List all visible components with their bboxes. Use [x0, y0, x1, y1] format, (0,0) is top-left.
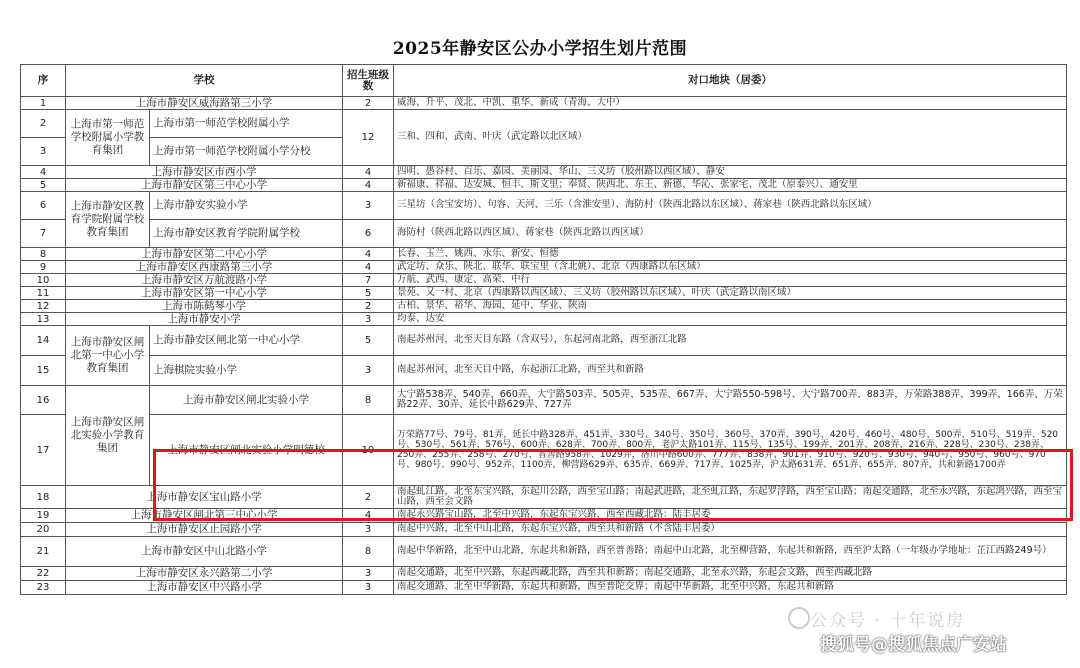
class-count: 4 [343, 166, 394, 179]
table-row [21, 248, 1067, 261]
table-row [21, 386, 1067, 415]
class-count: 3 [343, 523, 394, 537]
watermark-faint: 公众号 · 十年说房 [810, 611, 966, 631]
watermark-sohu: 搜狐号@搜狐焦点广安站 [820, 635, 1007, 655]
area-list: 南起交通路，北至中兴路，东起西藏北路，西至共和新路；南起交通路，北至永兴路，东起会文路，西至西藏北路 [394, 567, 1067, 581]
school-name: 上海市静安区闸北第一中心小学 [150, 326, 343, 356]
school-name: 上海市静安实验小学 [150, 192, 343, 220]
class-count: 2 [343, 97, 394, 110]
school-name: 上海市静安区第一中心小学 [66, 287, 343, 300]
row-number: 11 [21, 287, 66, 300]
table-row [21, 313, 1067, 326]
school-name: 上海市静安区闸北第三中心小学 [66, 509, 343, 523]
group-name: 上海市静安区闸北第一中心小学教育集团 [66, 326, 150, 386]
class-count: 3 [343, 581, 394, 595]
row-number: 14 [21, 326, 66, 356]
school-name: 上海市静安区闸北实验小学 [150, 386, 343, 415]
row-number: 9 [21, 261, 66, 274]
area-list: 威海、升平、茂北、中凯、重华、新成（青海、大中） [394, 97, 1067, 110]
class-count: 4 [343, 179, 394, 192]
class-count: 10 [343, 415, 394, 486]
group-name: 上海市静安区教育学院附属学校教育集团 [66, 192, 150, 248]
area-list: 海防村（陕西北路以西区域）、蒋家巷（陕西北路以西区域） [394, 220, 1067, 248]
class-count: 8 [343, 537, 394, 567]
table-row [21, 166, 1067, 179]
table-row [21, 192, 1067, 220]
table-row [21, 287, 1067, 300]
row-number: 16 [21, 386, 66, 415]
school-name: 上海市第一师范学校附属小学分校 [150, 138, 343, 166]
school-name: 上海市静安区市西小学 [66, 166, 343, 179]
header-classes: 招生班级数 [343, 65, 394, 97]
table-row [21, 509, 1067, 523]
table-row [21, 567, 1067, 581]
area-list: 南起中华新路，北至中山北路，东起共和新路，西至普善路；南起中山北路，北至柳营路，东起共和新路，西至沪太路（一年级办学地址：芷江西路249号） [394, 537, 1067, 567]
table-row [21, 356, 1067, 386]
header-areas: 对口地块（居委） [394, 65, 1067, 97]
school-name: 上海市静安区宝山路小学 [66, 486, 343, 509]
area-list: 南起苏州河，北至天目中路，东起浙江北路，西至共和新路 [394, 356, 1067, 386]
table-row [21, 537, 1067, 567]
class-count: 5 [343, 326, 394, 356]
school-name: 上海市静安区第二中心小学 [66, 248, 343, 261]
table-row [21, 581, 1067, 595]
table-row [21, 97, 1067, 110]
table-row [21, 110, 1067, 138]
school-name: 上海市静安区西康路第三小学 [66, 261, 343, 274]
group-name: 上海市静安区闸北实验小学教育集团 [66, 386, 150, 486]
row-number: 4 [21, 166, 66, 179]
class-count: 4 [343, 248, 394, 261]
area-list: 南起永兴路宝山路，北至中兴路，东起东宝兴路，西至西藏北路：陆丰居委 [394, 509, 1067, 523]
table-header-row [21, 65, 1067, 97]
school-name: 上海棋院实验小学 [150, 356, 343, 386]
row-number: 22 [21, 567, 66, 581]
row-number: 21 [21, 537, 66, 567]
area-list: 南起苏州河，北至天目东路（含双号），东起河南北路，西至浙江北路 [394, 326, 1067, 356]
class-count: 2 [343, 486, 394, 509]
row-number: 23 [21, 581, 66, 595]
school-name: 上海市静安区永兴路第二小学 [66, 567, 343, 581]
area-list: 景苑、又一村、北京（西康路以西区域）、三义坊（胶州路以东区域）、叶庆（武定路以南区域） [394, 287, 1067, 300]
class-count: 4 [343, 261, 394, 274]
watermark-logo-icon [788, 607, 810, 629]
row-number: 18 [21, 486, 66, 509]
class-count: 3 [343, 313, 394, 326]
table-row [21, 300, 1067, 313]
table-row [21, 274, 1067, 287]
class-count: 3 [343, 567, 394, 581]
row-number: 8 [21, 248, 66, 261]
row-number: 20 [21, 523, 66, 537]
school-name: 上海市静安区威海路第三小学 [66, 97, 343, 110]
area-list: 万航、武西、康定、高荣、中行 [394, 274, 1067, 287]
school-name: 上海市静安区教育学院附属学校 [150, 220, 343, 248]
area-list: 长春、玉兰、姚西、永乐、新安、恒德 [394, 248, 1067, 261]
area-list: 均泰、达安 [394, 313, 1067, 326]
area-list: 南起虬江路，北至东宝兴路，东起川公路，西至宝山路；南起武进路，北至虬江路，东起罗浮路，西至宝山路；南起交通路，北至永兴路，东起鸿兴路，西至宝山路，西至会文路 [394, 486, 1067, 509]
school-name: 上海市陈鹤琴小学 [66, 300, 343, 313]
group-name: 上海市第一师范学校附属小学教育集团 [66, 110, 150, 166]
area-list: 南起中兴路，北至中山北路，东起东宝兴路，西至共和新路（不含陆丰居委） [394, 523, 1067, 537]
row-number: 15 [21, 356, 66, 386]
row-number: 10 [21, 274, 66, 287]
class-count: 8 [343, 386, 394, 415]
page-title: 2025年静安区公办小学招生划片范围 [392, 39, 688, 59]
class-count: 12 [343, 110, 394, 166]
table-row [21, 486, 1067, 509]
class-count: 7 [343, 274, 394, 287]
row-number: 13 [21, 313, 66, 326]
school-name: 上海市静安区第三中心小学 [66, 179, 343, 192]
area-list: 新福康、祥福、达安城、恒丰、斯文里；奉贤、陕西北、东王、新德、华沁、张家宅、茂北（原泰兴）、通安里 [394, 179, 1067, 192]
class-count: 5 [343, 287, 394, 300]
enrollment-table [20, 64, 1067, 595]
row-number: 17 [21, 415, 66, 486]
school-name: 上海市静安区万航渡路小学 [66, 274, 343, 287]
school-name: 上海市第一师范学校附属小学 [150, 110, 343, 138]
row-number: 7 [21, 220, 66, 248]
row-number: 19 [21, 509, 66, 523]
table-row [21, 179, 1067, 192]
header-school: 学校 [66, 65, 343, 97]
row-number: 5 [21, 179, 66, 192]
area-list: 四明、愚谷村、百乐、嘉园、美丽园、华山、三义坊（胶州路以西区域）、静安 [394, 166, 1067, 179]
table-row [21, 261, 1067, 274]
row-number: 1 [21, 97, 66, 110]
row-number: 2 [21, 110, 66, 138]
row-number: 3 [21, 138, 66, 166]
class-count: 6 [343, 220, 394, 248]
row-number: 6 [21, 192, 66, 220]
class-count: 2 [343, 300, 394, 313]
area-list: 三星坊（含宝安坊）、句容、天河、三乐（含淮安里）、海防村（陕西北路以东区域）、蒋家巷（陕西北路以东区域） [394, 192, 1067, 220]
area-list: 三和、四和、武南、叶庆（武定路以北区域） [394, 110, 1067, 166]
school-name: 上海市静安区中山北路小学 [66, 537, 343, 567]
table-row [21, 523, 1067, 537]
class-count: 3 [343, 192, 394, 220]
table-row-highlighted [21, 415, 1067, 486]
table-row [21, 326, 1067, 356]
area-list: 武定坊、众乐、陕北、联华、联宝里（含北姚）、北京（西康路以东区域） [394, 261, 1067, 274]
table-row [21, 220, 1067, 248]
school-name: 上海市静安区止园路小学 [66, 523, 343, 537]
school-name: 上海市静安区中兴路小学 [66, 581, 343, 595]
school-name: 上海市静安区闸北实验小学明德校 [150, 415, 343, 486]
area-list: 南起交通路，北至中华新路，东起共和新路，西至普陀交界；南起中华新路，北至中兴路，东起共和新路 [394, 581, 1067, 595]
area-list: 万荣路77号、79号、81弄，延长中路328弄、451弄、330号、340号、350号、360号、370弄、390号、420号、460号、480号、500弄、510号、519弄、520号、530号、561弄、576号、600弄、628弄、700弄、800弄，老沪太路101弄、115号、135号、199弄、201弄、208弄、216弄、228号、230号、238弄、250弄、255弄、258号、270号，普善路958弄、1029弄，洛川中路600弄、777弄、838弄、901弄、910号、920号、930号、940号、950号、960号、970号、980号、990号、952弄、1100弄，柳营路629弄、635弄、669弄、717弄、1025弄，沪太路631弄、651弄、655弄、807弄，共和新路1700弄 [394, 415, 1067, 486]
class-count: 3 [343, 356, 394, 386]
school-name: 上海市静安小学 [66, 313, 343, 326]
area-list: 大宁路538弄、540弄、660弄、大宁路503弄、505弄、535弄、667弄、大宁路550-598号、大宁路700弄、883弄，万荣路388弄、399弄、166弄、万荣路22弄、30弄、延长中路629弄、727弄 [394, 386, 1067, 415]
header-seq: 序 [21, 65, 66, 97]
area-list: 古柏、景华、裕华、海园、延中、华业、陕南 [394, 300, 1067, 313]
row-number: 12 [21, 300, 66, 313]
class-count: 4 [343, 509, 394, 523]
